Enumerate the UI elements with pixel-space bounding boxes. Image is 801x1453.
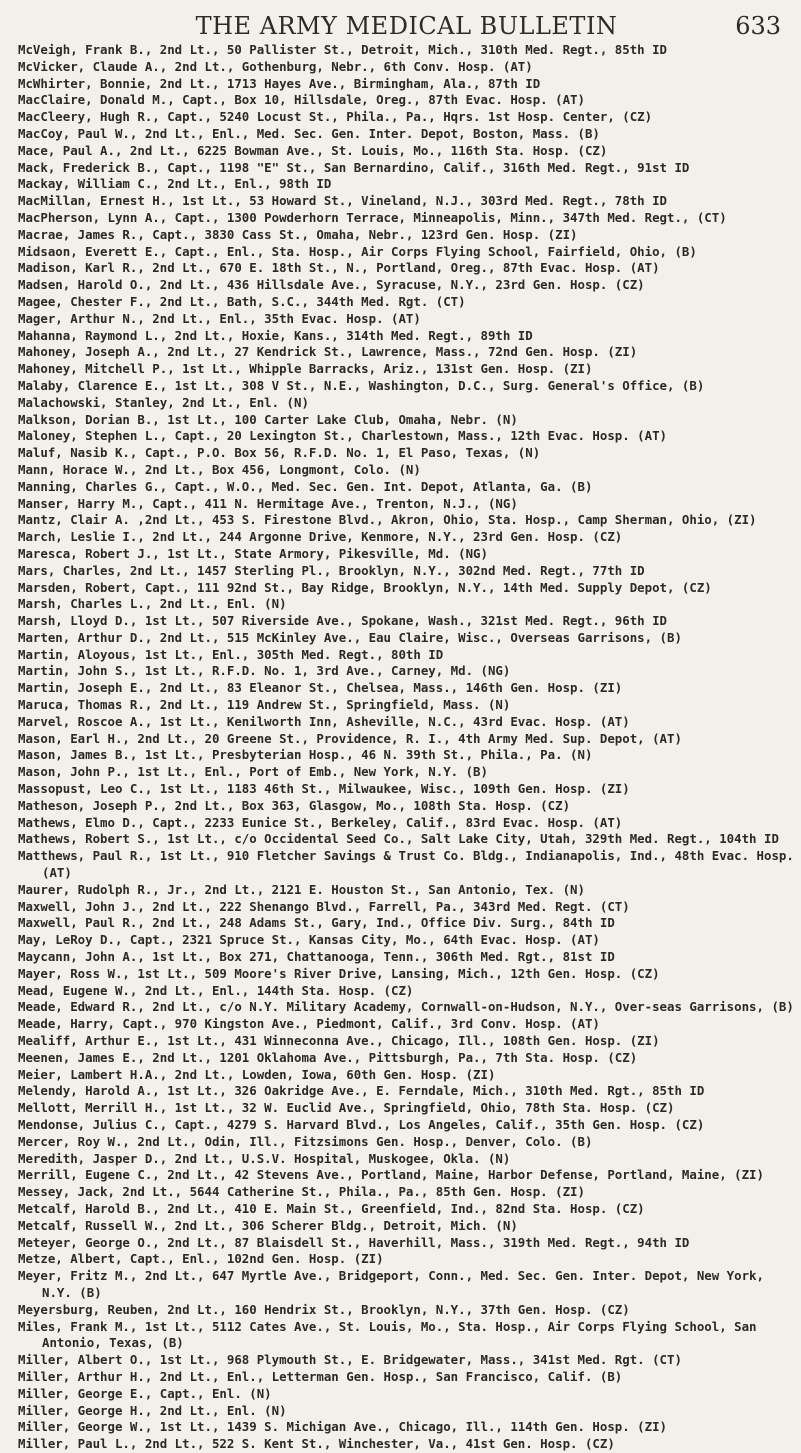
- roster-entry: Martin, Aloyous, 1st Lt., Enl., 305th Med. Regt., 80th ID: [18, 646, 444, 662]
- roster-entry: Mealiff, Arthur E., 1st Lt., 431 Winneconna Ave., Chicago, Ill., 108th Gen. Hosp. (ZI): [18, 1033, 660, 1049]
- roster-entry: Malaby, Clarence E., 1st Lt., 308 V St., N.E., Washington, D.C., Surg. General's Office, (B): [18, 377, 705, 393]
- roster-entry: Miller, Paul L., 2nd Lt., 522 S. Kent St., Winchester, Va., 41st Gen. Hosp. (CZ): [18, 1436, 615, 1452]
- roster-entry: Malachowski, Stanley, 2nd Lt., Enl. (N): [18, 394, 309, 410]
- roster-entry: Meenen, James E., 2nd Lt., 1201 Oklahoma Ave., Pittsburgh, Pa., 7th Sta. Hosp. (CZ): [18, 1049, 638, 1065]
- roster-entry: Midsaon, Everett E., Capt., Enl., Sta. Hosp., Air Corps Flying School, Fairfield, Ohio, (B): [18, 243, 697, 259]
- roster-entry: MacCoy, Paul W., 2nd Lt., Enl., Med. Sec. Gen. Inter. Depot, Boston, Mass. (B): [18, 125, 600, 141]
- roster-entry: Mahoney, Joseph A., 2nd Lt., 27 Kendrick St., Lawrence, Mass., 72nd Gen. Hosp. (ZI): [18, 344, 638, 360]
- roster-entry: Miller, Arthur H., 2nd Lt., Enl., Letterman Gen. Hosp., San Francisco, Calif. (B): [18, 1368, 623, 1384]
- roster-entry: Manser, Harry M., Capt., 411 N. Hermitage Ave., Trenton, N.J., (NG): [18, 495, 518, 511]
- roster-entry: Macrae, James R., Capt., 3830 Cass St., Omaha, Nebr., 123rd Gen. Hosp. (ZI): [18, 226, 578, 242]
- roster-entry: Mathews, Elmo D., Capt., 2233 Eunice St., Berkeley, Calif., 83rd Evac. Hosp. (AT): [18, 814, 623, 830]
- roster-entry: Mahoney, Mitchell P., 1st Lt., Whipple Barracks, Ariz., 131st Gen. Hosp. (ZI): [18, 361, 593, 377]
- roster-entry: McVeigh, Frank B., 2nd Lt., 50 Pallister St., Detroit, Mich., 310th Med. Regt., 85th ID: [18, 42, 668, 57]
- roster-entry: Maresca, Robert J., 1st Lt., State Armory, Pikesville, Md. (NG): [18, 545, 488, 561]
- roster-entry: Merrill, Eugene C., 2nd Lt., 42 Stevens Ave., Portland, Maine, Harbor Defense, Portland, Maine, (ZI): [18, 1167, 764, 1183]
- roster-entry: McWhirter, Bonnie, 2nd Lt., 1713 Hayes Ave., Birmingham, Ala., 87th ID: [18, 75, 541, 91]
- roster-entry: MacMillan, Ernest H., 1st Lt., 53 Howard St., Vineland, N.J., 303rd Med. Regt., 78th ID: [18, 193, 668, 209]
- roster-entry: Malkson, Dorian B., 1st Lt., 100 Carter Lake Club, Omaha, Nebr. (N): [18, 411, 518, 427]
- roster-entry: McVicker, Claude A., 2nd Lt., Gothenburg, Nebr., 6th Conv. Hosp. (AT): [18, 58, 533, 74]
- roster-entry: Marsh, Charles L., 2nd Lt., Enl. (N): [18, 596, 287, 612]
- roster-entry: Maluf, Nasib K., Capt., P.O. Box 56, R.F.D. No. 1, El Paso, Texas, (N): [18, 445, 541, 461]
- roster-entry: Matthews, Paul R., 1st Lt., 910 Fletcher Savings & Trust Co. Bldg., Indianapolis, Ind., 48th Evac. Hosp. (AT): [18, 848, 794, 881]
- roster-entry: Mercer, Roy W., 2nd Lt., Odin, Ill., Fitzsimons Gen. Hosp., Denver, Colo. (B): [18, 1133, 593, 1149]
- roster-entry: Meredith, Jasper D., 2nd Lt., U.S.V. Hospital, Muskogee, Okla. (N): [18, 1150, 511, 1166]
- roster-entry: MacClaire, Donald M., Capt., Box 10, Hillsdale, Oreg., 87th Evac. Hosp. (AT): [18, 92, 585, 108]
- roster-entry: Metcalf, Russell W., 2nd Lt., 306 Scherer Bldg., Detroit, Mich. (N): [18, 1217, 518, 1233]
- roster-entry: Meteyer, George O., 2nd Lt., 87 Blaisdell St., Haverhill, Mass., 319th Med. Regt., 94th ID: [18, 1234, 690, 1250]
- roster-entry: Mack, Frederick B., Capt., 1198 "E" St., San Bernardino, Calif., 316th Med. Regt., 91st ID: [18, 159, 690, 175]
- roster-entry: Meade, Edward R., 2nd Lt., c/o N.Y. Military Academy, Cornwall-on-Hudson, N.Y., Over-seas Garrisons, (B): [18, 999, 794, 1015]
- roster-entry: Mackay, William C., 2nd Lt., Enl., 98th ID: [18, 176, 332, 192]
- roster-entry: Mayer, Ross W., 1st Lt., 509 Moore's River Drive, Lansing, Mich., 12th Gen. Hosp. (CZ): [18, 965, 660, 981]
- roster-entry: Metcalf, Harold B., 2nd Lt., 410 E. Main St., Greenfield, Ind., 82nd Sta. Hosp. (CZ): [18, 1200, 645, 1216]
- roster-entry: Mann, Horace W., 2nd Lt., Box 456, Longmont, Colo. (N): [18, 461, 421, 477]
- roster-entry: Maxwell, John J., 2nd Lt., 222 Shenango Blvd., Farrell, Pa., 343rd Med. Regt. (CT): [18, 898, 630, 914]
- roster-entry: Mendonse, Julius C., Capt., 4279 S. Harvard Blvd., Los Angeles, Calif., 35th Gen. Hosp. (CZ): [18, 1117, 705, 1132]
- roster-entry: Mars, Charles, 2nd Lt., 1457 Sterling Pl., Brooklyn, N.Y., 302nd Med. Regt., 77th ID: [18, 562, 645, 578]
- roster-entry: Maloney, Stephen L., Capt., 20 Lexington St., Charlestown, Mass., 12th Evac. Hosp. (AT): [18, 428, 668, 444]
- roster-entry: Manning, Charles G., Capt., W.O., Med. Sec. Gen. Int. Depot, Atlanta, Ga. (B): [18, 478, 593, 494]
- roster-entry: Mathews, Robert S., 1st Lt., c/o Occidental Seed Co., Salt Lake City, Utah, 329th Med. Regt., 104th ID: [18, 831, 779, 847]
- roster-entry: Martin, John S., 1st Lt., R.F.D. No. 1, 3rd Ave., Carney, Md. (NG): [18, 663, 511, 679]
- roster-entry: Mager, Arthur N., 2nd Lt., Enl., 35th Evac. Hosp. (AT): [18, 310, 421, 326]
- roster-entry: Maurer, Rudolph R., Jr., 2nd Lt., 2121 E. Houston St., San Antonio, Tex. (N): [18, 881, 585, 897]
- roster-entry: Meyer, Fritz M., 2nd Lt., 647 Myrtle Ave., Bridgeport, Conn., Med. Sec. Gen. Inter. Depot, New York, N.Y. (B): [18, 1268, 764, 1300]
- roster-entry: Miles, Frank M., 1st Lt., 5112 Cates Ave., St. Louis, Mo., Sta. Hosp., Air Corps Flying School, San Antonio, Texas, (B): [18, 1318, 757, 1351]
- roster-entry: Meade, Harry, Capt., 970 Kingston Ave., Piedmont, Calif., 3rd Conv. Hosp. (AT): [18, 1016, 600, 1032]
- roster-entry: Marsden, Robert, Capt., 111 92nd St., Bay Ridge, Brooklyn, N.Y., 14th Med. Supply Depot, (CZ): [18, 579, 712, 595]
- roster-list: [18, 42, 795, 1453]
- roster-entry: May, LeRoy D., Capt., 2321 Spruce St., Kansas City, Mo., 64th Evac. Hosp. (AT): [18, 932, 600, 948]
- roster-entry: Melendy, Harold A., 1st Lt., 326 Oakridge Ave., E. Ferndale, Mich., 310th Med. Rgt., 85th ID: [18, 1083, 705, 1099]
- roster-entry: Maruca, Thomas R., 2nd Lt., 119 Andrew St., Springfield, Mass. (N): [18, 697, 511, 713]
- roster-entry: Mason, Earl H., 2nd Lt., 20 Greene St., Providence, R. I., 4th Army Med. Sup. Depot, (AT): [18, 730, 682, 746]
- roster-entry: Madsen, Harold O., 2nd Lt., 436 Hillsdale Ave., Syracuse, N.Y., 23rd Gen. Hosp. (CZ): [18, 277, 645, 293]
- roster-entry: Miller, George E., Capt., Enl. (N): [18, 1385, 272, 1401]
- page-header: [18, 0, 795, 42]
- roster-entry: Mason, James B., 1st Lt., Presbyterian Hosp., 46 N. 39th St., Phila., Pa. (N): [18, 747, 593, 763]
- roster-entry: Madison, Karl R., 2nd Lt., 670 E. 18th St., N., Portland, Oreg., 87th Evac. Hosp. (AT): [18, 260, 660, 276]
- roster-entry: Marten, Arthur D., 2nd Lt., 515 McKinley Ave., Eau Claire, Wisc., Overseas Garrisons, (B): [18, 629, 682, 645]
- page-number: 633: [735, 12, 781, 40]
- roster-entry: Metze, Albert, Capt., Enl., 102nd Gen. Hosp. (ZI): [18, 1251, 384, 1267]
- roster-entry: Matheson, Joseph P., 2nd Lt., Box 363, Glasgow, Mo., 108th Sta. Hosp. (CZ): [18, 797, 571, 813]
- roster-entry: Martin, Joseph E., 2nd Lt., 83 Eleanor St., Chelsea, Mass., 146th Gen. Hosp. (ZI): [18, 680, 623, 696]
- roster-entry: Miller, Albert O., 1st Lt., 968 Plymouth St., E. Bridgewater, Mass., 341st Med. Rgt. (CT): [18, 1352, 682, 1368]
- roster-entry: Marvel, Roscoe A., 1st Lt., Kenilworth Inn, Asheville, N.C., 43rd Evac. Hosp. (AT): [18, 713, 630, 729]
- roster-entry: Messey, Jack, 2nd Lt., 5644 Catherine St., Phila., Pa., 85th Gen. Hosp. (ZI): [18, 1184, 585, 1200]
- roster-entry: Maxwell, Paul R., 2nd Lt., 248 Adams St., Gary, Ind., Office Div. Surg., 84th ID: [18, 915, 615, 931]
- roster-entry: Mahanna, Raymond L., 2nd Lt., Hoxie, Kans., 314th Med. Regt., 89th ID: [18, 327, 533, 343]
- roster-entry: Maycann, John A., 1st Lt., Box 271, Chattanooga, Tenn., 306th Med. Rgt., 81st ID: [18, 949, 615, 965]
- roster-entry: Magee, Chester F., 2nd Lt., Bath, S.C., 344th Med. Rgt. (CT): [18, 293, 466, 309]
- roster-entry: Miller, George W., 1st Lt., 1439 S. Michigan Ave., Chicago, Ill., 114th Gen. Hosp. (ZI): [18, 1419, 668, 1435]
- roster-entry: MacCleery, Hugh R., Capt., 5240 Locust St., Phila., Pa., Hqrs. 1st Hosp. Center, (CZ): [18, 109, 653, 125]
- running-head: THE ARMY MEDICAL BULLETIN: [195, 12, 618, 40]
- roster-entry: Meyersburg, Reuben, 2nd Lt., 160 Hendrix St., Brooklyn, N.Y., 37th Gen. Hosp. (CZ): [18, 1301, 630, 1317]
- roster-entry: Mead, Eugene W., 2nd Lt., Enl., 144th Sta. Hosp. (CZ): [18, 982, 414, 998]
- roster-entry: Mace, Paul A., 2nd Lt., 6225 Bowman Ave., St. Louis, Mo., 116th Sta. Hosp. (CZ): [18, 142, 608, 158]
- roster-entry: Mellott, Merrill H., 1st Lt., 32 W. Euclid Ave., Springfield, Ohio, 78th Sta. Hosp. (CZ): [18, 1100, 675, 1116]
- roster-entry: Miller, George H., 2nd Lt., Enl. (N): [18, 1402, 287, 1418]
- roster-entry: Massopust, Leo C., 1st Lt., 1183 46th St., Milwaukee, Wisc., 109th Gen. Hosp. (ZI): [18, 781, 630, 797]
- roster-entry: Meier, Lambert H.A., 2nd Lt., Lowden, Iowa, 60th Gen. Hosp. (ZI): [18, 1066, 496, 1082]
- roster-entry: March, Leslie I., 2nd Lt., 244 Argonne Drive, Kenmore, N.Y., 23rd Gen. Hosp. (CZ): [18, 529, 623, 545]
- roster-entry: Mason, John P., 1st Lt., Enl., Port of Emb., New York, N.Y. (B): [18, 764, 488, 780]
- roster-entry: Marsh, Lloyd D., 1st Lt., 507 Riverside Ave., Spokane, Wash., 321st Med. Regt., 96th ID: [18, 613, 668, 629]
- roster-entry: Mantz, Clair A. ,2nd Lt., 453 S. Firestone Blvd., Akron, Ohio, Sta. Hosp., Camp Sherman, Ohio, (ZI): [18, 512, 757, 528]
- roster-entry: MacPherson, Lynn A., Capt., 1300 Powderhorn Terrace, Minneapolis, Minn., 347th Med. Regt., (CT): [18, 209, 727, 225]
